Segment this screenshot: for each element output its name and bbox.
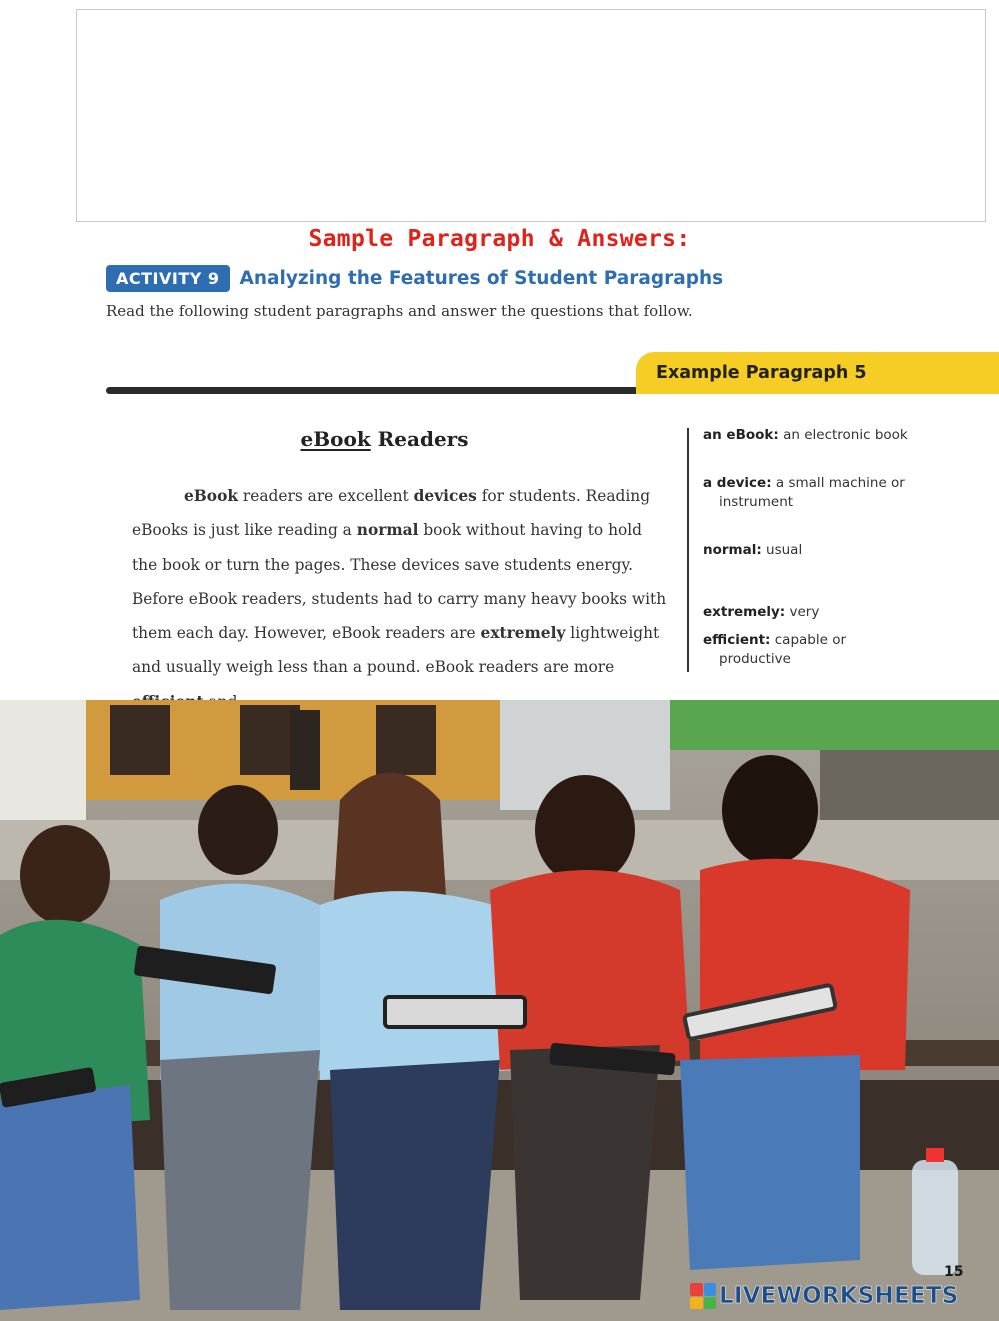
glossary-term: efficient: bbox=[703, 632, 771, 648]
paragraph-text bbox=[132, 479, 672, 719]
paragraph-title-underlined: eBook bbox=[300, 427, 371, 451]
glossary-entry bbox=[703, 603, 919, 622]
glossary-entry bbox=[703, 474, 919, 512]
activity-badge: ACTIVITY 9 bbox=[106, 265, 230, 292]
glossary-term: extremely: bbox=[703, 604, 786, 620]
example-paragraph-label: Example Paragraph 5 bbox=[656, 363, 867, 383]
example-paragraph-tab bbox=[636, 352, 999, 394]
paragraph-title-rest: Readers bbox=[370, 427, 469, 451]
water-bottle bbox=[912, 1160, 958, 1275]
glossary-term: normal: bbox=[703, 542, 762, 558]
vocabulary-word: normal bbox=[356, 521, 419, 540]
glossary-definition: very bbox=[785, 604, 820, 620]
paragraph-segment: readers are excellent bbox=[238, 487, 414, 505]
glossary-entry bbox=[703, 426, 919, 445]
paragraph-title bbox=[132, 427, 637, 451]
glossary-definition: an electronic book bbox=[778, 427, 908, 443]
activity-instructions: Read the following student paragraphs and answer the questions that follow. bbox=[106, 302, 693, 320]
liveworksheets-wordmark: LIVEWORKSHEETS bbox=[719, 1283, 959, 1309]
section-divider bbox=[106, 387, 651, 394]
vocabulary-word: devices bbox=[413, 487, 477, 505]
activity-header bbox=[106, 263, 723, 293]
glossary-entry bbox=[703, 631, 919, 669]
vocabulary-word: extremely bbox=[480, 624, 566, 643]
paragraph-segment: lightweight and usually weigh less than a pound. eBook readers are more bbox=[132, 624, 660, 677]
glossary-divider bbox=[687, 428, 689, 672]
glossary-term: an eBook: bbox=[703, 427, 779, 443]
paragraph-body bbox=[132, 479, 672, 719]
sample-heading: Sample Paragraph & Answers: bbox=[308, 226, 691, 252]
liveworksheets-mark-icon bbox=[690, 1283, 716, 1309]
liveworksheets-logo[interactable] bbox=[690, 1281, 958, 1311]
glossary-definition: capable or productive bbox=[719, 632, 847, 667]
activity-title: Analyzing the Features of Student Paragraphs bbox=[239, 267, 724, 289]
paragraph-segment: for students. Reading eBooks is just like reading a bbox=[132, 487, 651, 540]
paragraph-segment: book without having to hold the book or turn the pages. These devices save students energy. Before eBook readers, students had to carry many heavy books with them each day. However, eBook readers are bbox=[132, 521, 667, 643]
glossary-term: a device: bbox=[703, 475, 772, 491]
glossary-entry bbox=[703, 541, 919, 560]
answer-box[interactable] bbox=[76, 9, 986, 222]
glossary-definition: a small machine or instrument bbox=[719, 475, 905, 510]
students-with-tablets-photo bbox=[0, 700, 999, 1321]
glossary-definition: usual bbox=[761, 542, 803, 558]
vocabulary-word: eBook bbox=[184, 487, 238, 505]
page-number: 15 bbox=[944, 1264, 964, 1280]
